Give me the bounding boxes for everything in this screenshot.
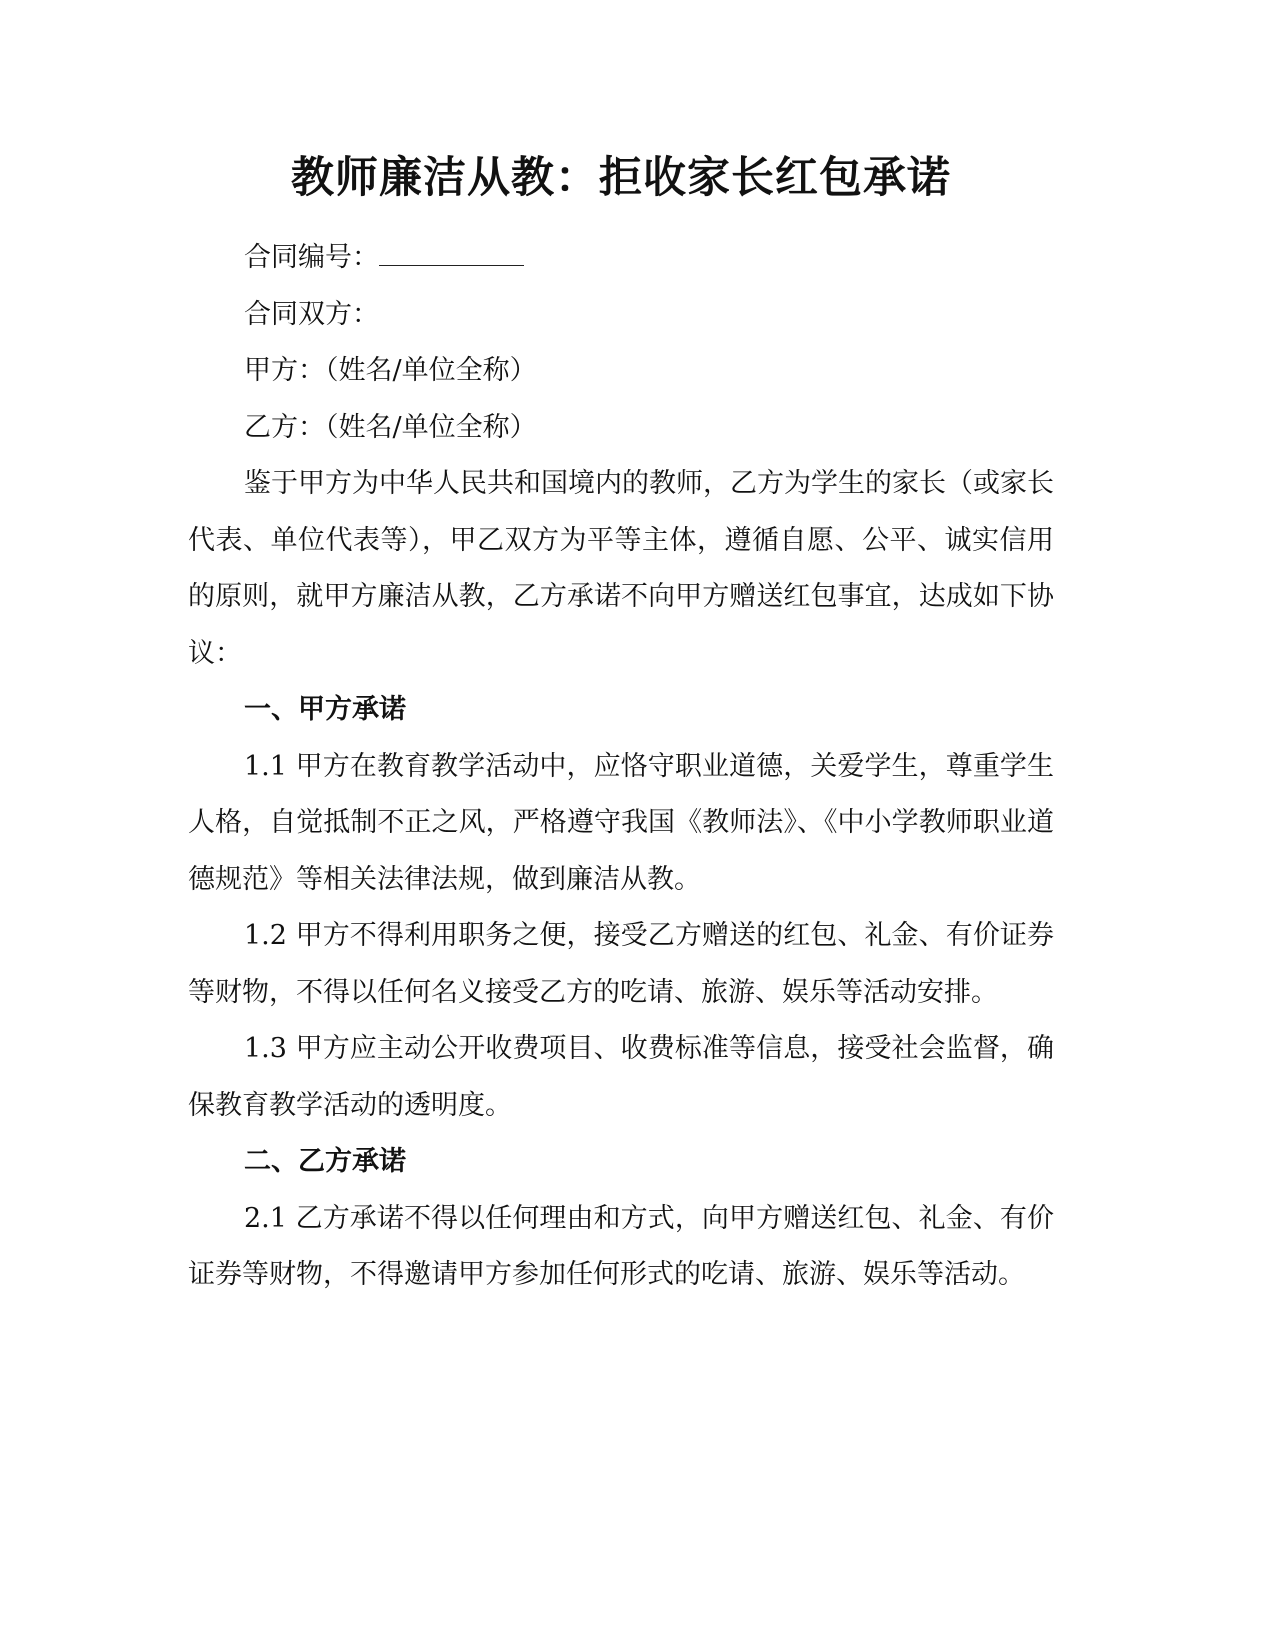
preamble-paragraph: 鉴于甲方为中华人民共和国境内的教师，乙方为学生的家长（或家长代表、单位代表等），甲乙双方为平等主体，遵循自愿、公平、诚实信用的原则，就甲方廉洁从教，乙方承诺不向甲方赠送红包事宜，达成如下协议：: [188, 468, 1054, 669]
clause-1-3: 1.3 甲方应主动公开收费项目、收费标准等信息，接受社会监督，确保教育教学活动的透明度。: [188, 1033, 1054, 1121]
section-2-heading: 二、乙方承诺: [244, 1146, 406, 1177]
document-title: 教师廉洁从教：拒收家长红包承诺: [291, 153, 951, 203]
clause-1-1: 1.1 甲方在教育教学活动中，应恪守职业道德，关爱学生，尊重学生人格，自觉抵制不正之风，严格遵守我国《教师法》、《中小学教师职业道德规范》等相关法律法规，做到廉洁从教。: [188, 750, 1054, 895]
party-b-line: 乙方：（姓名/单位全称）: [244, 411, 537, 443]
contract-parties-label: 合同双方：: [244, 298, 379, 330]
clause-1-2: 1.2 甲方不得利用职务之便，接受乙方赠送的红包、礼金、有价证券等财物，不得以任何名义接受乙方的吃请、旅游、娱乐等活动安排。: [188, 920, 1054, 1008]
contract-number-label: 合同编号：: [244, 242, 379, 273]
party-a-line: 甲方：（姓名/单位全称）: [244, 355, 537, 386]
contract-number-line: [188, 230, 1054, 287]
clause-2-1: 2.1 乙方承诺不得以任何理由和方式，向甲方赠送红包、礼金、有价证券等财物，不得邀请甲方参加任何形式的吃请、旅游、娱乐等活动。: [188, 1202, 1054, 1290]
contract-number-blank: [379, 239, 524, 266]
document-body: [188, 148, 1054, 1304]
section-1-heading: 一、甲方承诺: [244, 694, 406, 725]
